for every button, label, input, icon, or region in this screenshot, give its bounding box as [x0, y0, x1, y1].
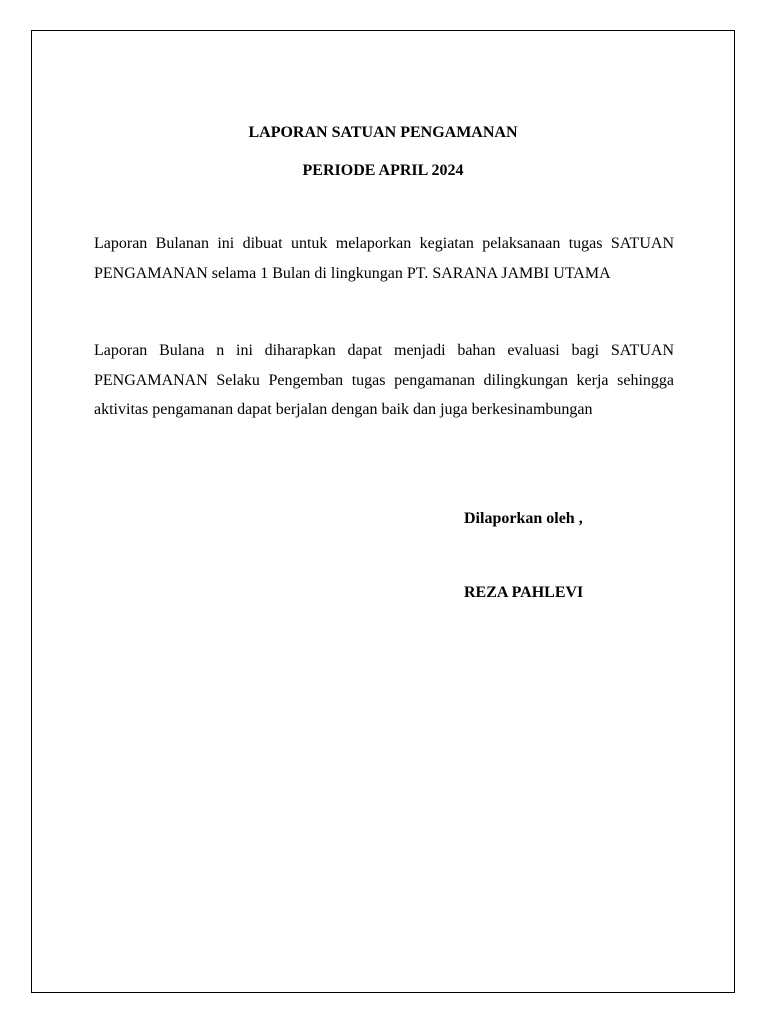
paragraph-purpose: Laporan Bulanan ini dibuat untuk melaporkan kegiatan pelaksanaan tugas SATUAN PENGAMANAN selama 1 Bulan di lingkungan PT. SARANA JAMBI UTAMA — [94, 235, 674, 282]
document-title: LAPORAN SATUAN PENGAMANAN — [248, 124, 518, 141]
signature-name: REZA PAHLEVI — [464, 584, 584, 601]
document-period: PERIODE APRIL 2024 — [302, 162, 464, 179]
signature-label: Dilaporkan oleh , — [464, 510, 583, 527]
paragraph-evaluation: Laporan Bulana n ini diharapkan dapat menjadi bahan evaluasi bagi SATUAN PENGAMANAN Selaku Pengemban tugas pengamanan dilingkungan kerja sehingga aktivitas pengamanan dapat berjalan dengan baik dan juga berkesinambungan — [94, 342, 674, 418]
document-page — [31, 30, 735, 993]
